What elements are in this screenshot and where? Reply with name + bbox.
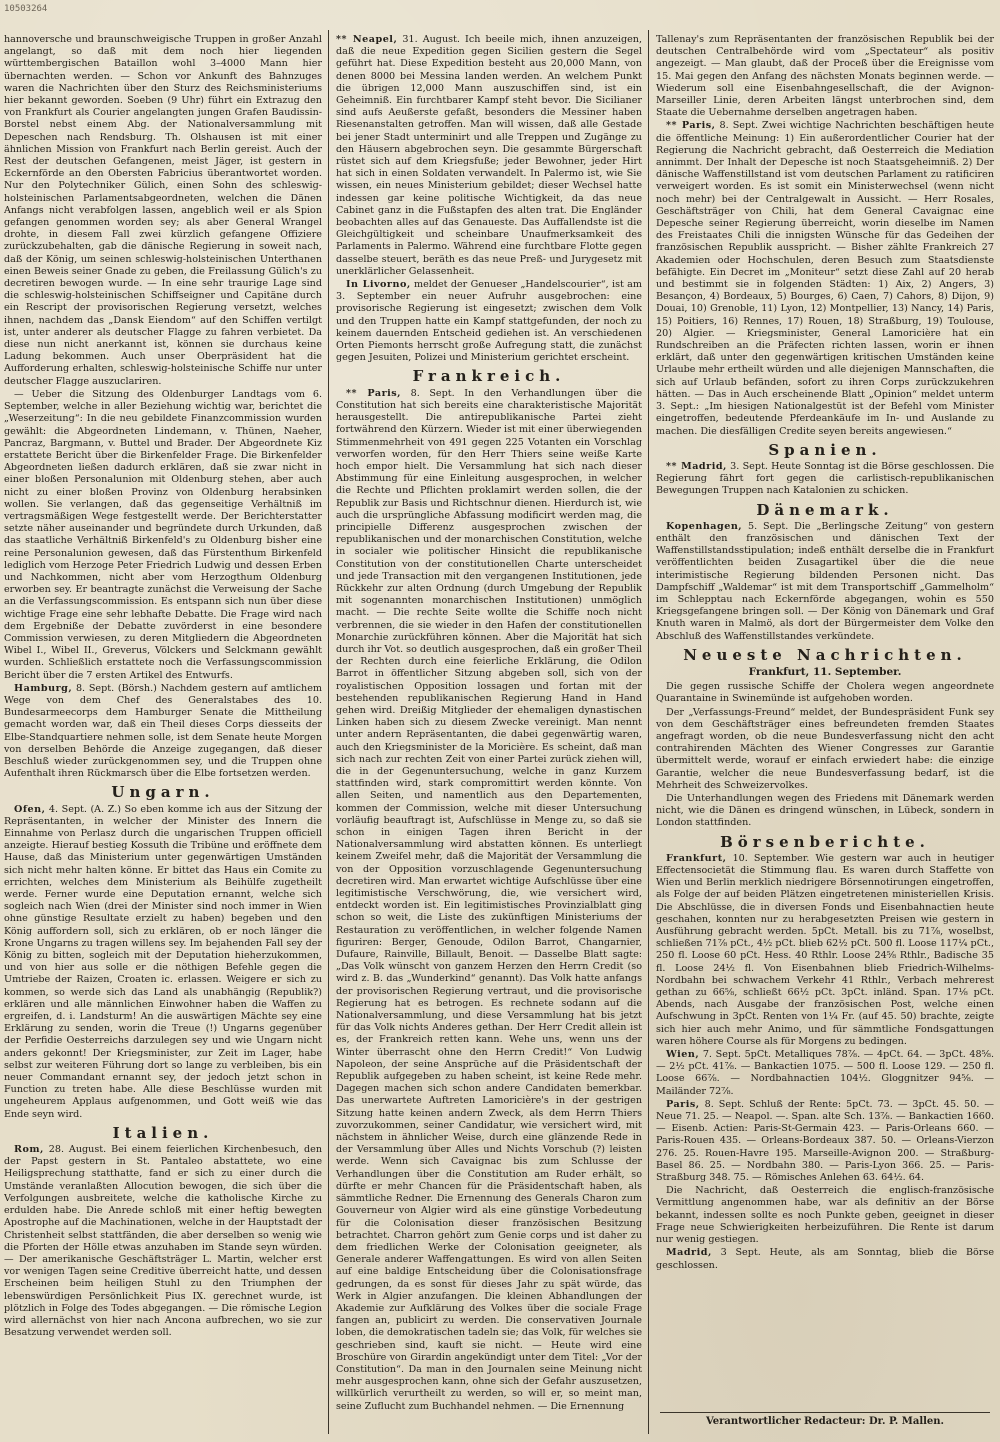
- article-text: 8. Sept. Zwei wichtige Nachrichten beschäftigen heute die öffentliche Meinung: 1) Ein außerordentlicher Courier hat der Regierung die Nachricht gebracht, daß Oesterreich die Mediation annimmt. Der Inhalt der Depesche ist noch Staatsgeheimniß. 2) Der dänische Waffenstillstand ist vom deutschen Parlament zu ratificiren verweigert worden. Es ist somit ein Ministerwechsel (wenn nicht noch mehr) bei der Centralgewalt in Aussicht. — Herr Rosales, Geschäftsträger von Chili, hat dem General Cavaignac eine Depesche seiner Regierung überreicht, worin dieselbe im Namen des Freistaates Chili die innigsten Wünsche für das Gedeihen der französischen Republik ausspricht. — Bisher zählte Frankreich 27 Akademien oder Hochschulen, deren Besuch zum Staatsdienste befähigte. Ein Decret im „Moniteur“ setzt diese Zahl auf 20 herab und bestimmt sie in folgenden Städten: 1) Aix, 2) Angers, 3) Besançon, 4) Bordeaux, 5) Bourges, 6) Caen, 7) Cahors, 8) Dijon, 9) Douai, 10) Grenoble, 11) Lyon, 12) Montpellier, 13) Nancy, 14) Paris, 15) Poitiers, 16) Rennes, 17) Rouen, 18) Straßburg, 19) Toulouse, 20) Algier. — Kriegsminister, General Lamoricière hat ein Rundschreiben an die Präfecten richten lassen, worin er ihnen erklärt, daß unter den gegenwärtigen kritischen Umständen keine Urlaube mehr ertheilt würden und alle diejenigen Mannschaften, die sich auf Urlaub befänden, sofort zu ihren Corps zurückzukehren hätten. — Das in Auch erscheinende Blatt „Opinion“ meldet unterm 3. Sept.: „Im hiesigen Nationalgestüt ist der Befehl vom Minister eingetroffen, bedeutende Pferdeankäufe im In- und Auslande zu machen. Die diesfälligen Credite seyen bereits angewiesen.“: [656, 120, 994, 437]
- article-text: meldet der Genueser „Handelscourier“, ist am 3. September ein neuer Aufruhr ausgebrochen: eine provisorische Regierung ist eingesetzt; zwischen dem Volk und den Truppen hatte ein Kampf stattgefunden, der noch zu keinem dauernden Entscheid gediehen ist. An verschiedenen Orten Piemonts herrscht große Aufregung statt, die zunächst gegen Jesuiten, Polizei und Ministerium gerichtet erscheint.: [336, 279, 642, 364]
- dateline-place: Wien,: [666, 1049, 700, 1061]
- article-paragraph: [336, 388, 642, 1413]
- article-text: 7. Sept. 5pCt. Metalliques 78⅞. — 4pCt. 64. — 3pCt. 48⅝. — 2½ pCt. 41⅞. — Bankactien 1075. — 500 fl. Loose 129. — 250 fl. Loose 66⅞. — Nordbahnactien 104½. Gloggnitzer 94⅝. — Mailänder 72⅞.: [656, 1049, 994, 1097]
- article-text: 8. Sept. (Börsh.) Nachdem gestern auf amtlichem Wege von dem Chef des Generalstabes des 10. Bundesarmeecorps dem Hamburger Senate die Mittheilung gemacht worden war, daß ein Theil dieses Corps diesseits der Elbe-Standquartiere nehmen solle, ist dem Senate heute Morgen von derselben Behörde die Anzeige zugegangen, daß dieser Beschluß wieder zurückgenommen sey, und die Truppen ohne Aufenthalt ihren Rückmarsch über die Elbe fortsetzen werden.: [4, 682, 322, 780]
- article-paragraph: — Ueber die Sitzung des Oldenburger Landtags vom 6. September, welche in aller Beziehung wichtig war, berichtet die „Weserzeitung“: In die neu gebildete Finanzcommission wurden gewählt: die Abgeordneten Lindemann, v. Thünen, Naeher, Pancraz, Bargmann, v. Buttel und Brader. Der Abgeordnete Kiz erstattete Bericht über die Birkenfelder Frage. Die Birkenfelder Abgeordneten ließen dadurch erklären, daß sie zwar nicht in einer bloßen Personalunion mit Oldenburg stehen, aber auch nicht zu einer bloßen Provinz von Oldenburg herabsinken wollen. Sie verlangen, daß das gegenseitige Verhältniß im vertragsmäßigen Wege festgestellt werde. Der Berichterstatter setzte näher auseinander und begründete durch Urkunden, daß das staatliche Verhältniß Birkenfeld's zu Oldenburg bisher eine reine Personalunion gewesen, daß das Fürstenthum Birkenfeld lediglich vom Herzoge Peter Friedrich Ludwig und dessen Erben und Nachkommen, nicht aber vom Herzogthum Oldenburg erworben sey. Er beantragte zunächst die Verweisung der Sache an die Verfassungscommission. Es entspann sich nun über diese wichtige Frage eine sehr lebhafte Debatte. Die Frage wird nach dem Ergebniße der Debatte zuvörderst in eine besondere Commission verwiesen, zu deren Mitgliedern die Abgeordneten Wibel I., Wibel II., Greverus, Völckers und Selckmann gewählt wurden. Schließlich erstattete noch die Verfassungscommission Bericht über die 7 ersten Artikel des Entwurfs.: [4, 388, 322, 681]
- article-text: 31. August. Ich beeile mich, ihnen anzuzeigen, daß die neue Expedition gegen Sicilien gestern die Segel geführt hat. Diese Expedition besteht aus 20,000 Mann, von denen 8000 bei Messina landen werden. An welchem Punkt die übrigen 12,000 Mann auszuschiffen sind, ist ein Geheimniß. Ein furchtbarer Kampf steht bevor. Die Sicilianer sind aufs Aeußerste gefaßt, besonders die Messiner haben Riesenanstalten getroffen. Man will wissen, daß alle Gestade bei jener Stadt unterminirt und alle Treppen und Zugänge zu den Häusern abgebrochen seyn. Die gesammte Bürgerschaft rüstet sich auf dem Kriegsfuße; jeder Bewohner, jeder Hirt hat sich in einen Soldaten verwandelt. In Palermo ist, wie Sie wissen, ein neues Ministerium gebildet; dieser Wechsel hatte indessen gar keine politische Wichtigkeit, da das neue Cabinet ganz in die Fußstapfen des alten trat. Die Engländer beobachten alles auf das Genaueste. Das Auffallendste ist die Gleichgültigkeit und scheinbare Unaufmerksamkeit des Parlaments in Palermo. Während eine furchtbare Flotte gegen dasselbe steuert, beräth es das neue Preß- und Jurygesetz mit unerklärlicher Gelassenheit.: [336, 34, 642, 277]
- column-rule-right: [648, 30, 649, 1434]
- dateline-place: Hamburg,: [14, 682, 73, 694]
- section-heading-daenemark: Dänemark.: [756, 500, 894, 519]
- article-text: 3. Sept. Heute Sonntag ist die Börse geschlossen. Die Regierung fährt fort gegen die carlistisch-republikanischen Bewegungen Truppen nach Katalonien zu schicken.: [656, 460, 994, 497]
- article-paragraph: [4, 1144, 322, 1339]
- article-text: 8. Sept. In den Verhandlungen über die Constitution hat sich bereits eine charakteristische Majorität herausgestellt. Die antirepublikanische Partei zieht fortwährend den Kürzern. Wieder ist mit einer überwiegenden Stimmenmehrheit von 491 gegen 225 Votanten ein Vorschlag verworfen worden, für den Herr Thiers seine weiße Karte hoch empor hielt. Die Versammlung hat sich nach dieser Abstimmung für eine Einleitung ausgesprochen, in welcher die Rechte und Pflichten proklamirt werden sollen, die der Republik zur Basis und Richtschnur dienen. Hierdurch ist, wie auch die ursprüngliche Abfassung modificirt werden mag, die principielle Differenz ausgesprochen zwischen der republikanischen und der monarchischen Constitution, welche in socialer wie politischer Hinsicht die republikanische Constitution von der constitutionellen Charte unterscheidet und jede Transaction mit den vergangenen Institutionen, jede Rückkehr zur alten Ordnung (durch Umgebung der Republik mit sogenannten monarchischen Institutionen) unmöglich macht. — Die rechte Seite wollte die Schiffe noch nicht verbrennen, die sie wieder in den Hafen der constitutionellen Monarchie zurückführen können. Aber die Majorität hat sich durch ihr Vot. so deutlich ausgesprochen, daß ein großer Theil der Rechten durch eine feierliche Erklärung, die Odilon Barrot in öffentlicher Sitzung abgeben soll, sich von der royalistischen Opposition lossagen und fortan mit der bestehenden republikanischen Regierung Hand in Hand gehen wird. Dreißig Mitglieder der ehemaligen dynastischen Linken haben sich zu diesem Zwecke vereinigt. Man nennt unter andern Repräsentanten, die dabei gegenwärtig waren, auch den Kriegsminister de la Moricière. Es scheint, daß man sich nach zur rechten Zeit von einer Partei zurück ziehen will, die in der Gegenuntersuchung, welche in ganz Kurzem stattfinden wird, stark compromittirt werden könnte. Von allen Seiten, und namentlich aus den Departementen, kommen der Commission, welche mit dieser Untersuchung vorläufig beauftragt ist, Aufschlüsse in Menge zu, so daß sie schon in einigen Tagen ihren Bericht in der Nationalversammlung wird abstatten können. Es unterliegt keinem Zweifel mehr, daß die Majorität der Versammlung die von der Opposition vorzuschlagende Gegenuntersuchung decretiren wird. Man erwartet wichtige Aufschlüsse über eine legitimistische Verschwörung, die, wie versichert wird, entdeckt worden ist. Ein legitimistisches Provinzialblatt ging schon so weit, die Liste des zukünftigen Ministeriums der Restauration zu veröffentlichen, in welcher folgende Namen figuriren: Berger, Genoude, Odilon Barrot, Changarnier, Dufaure, Rainville, Billault, Benoit. — Dasselbe Blatt sagte: „Das Volk wünscht von ganzem Herzen den Herrn Credit (so wird z. B. das „Wunderkind“ genannt). Das Volk hatte anfangs der provisorischen Regierung vertraut, und die provisorische Regierung hat es betrogen. Es rechnete sodann auf die Nationalversammlung, und diese Versammlung hat bis jetzt für das Volk nichts Anderes gethan. Der Herr Credit allein ist es, der Frankreich retten kann. Wehe uns, wenn uns der Winter überrascht ohne den Herrn Credit!“ Von Ludwig Napoleon, der seine Ansprüche auf die Präsidentschaft der Republik aufgegeben zu haben scheint, ist keine Rede mehr. Dagegen machen sich schon andere Candidaten bemerkbar. Das unerwartete Auftreten Lamoricière's in der gestrigen Sitzung hatte keinen andern Zweck, als dem Herrn Thiers zuvorzukommen, seiner Candidatur, wie versichert wird, mit nächstem in ähnlicher Weise, durch eine glänzende Rede in der Versammlung über Alles und Nichts Vorschub (?) leisten werde. Wenn sich Cavaignac bis zum Schlusse der Verhandlungen über die Constitution am Ruder erhält, so dürfte er mehr Chancen für die Präsidentschaft haben, als sämmtliche Redner. Die Ernennung des Generals Charon zum Gouverneur von Algier wird als eine günstige Vorbedeutung für die Colonisation dieser französischen Besitzung betrachtet. Charron gehört zum Genie corps und ist daher zu dem friedlichen Werke der Colonisation geeigneter, als Generale anderer Waffengattungen. Es wird von allen Seiten auf eine baldige Entscheidung über die Colonisationsfrage gedrungen, da es sonst für dieses Jahr zu spät würde, das Werk in Algier anzufangen. Die kleinen Abhandlungen der Akademie zur Aufklärung des Volkes über die sociale Frage fangen an, publicirt zu werden. Die conservativen Journale loben, die demokratischen tadeln sie; das Volk, für welches sie geschrieben sind, kauft sie nicht. — Heute wird eine Broschüre von Girardin angekündigt unter dem Titel: „Vor der Constitution“. Da man in den Journalen seine Meinung nicht mehr ausgesprochen kann, ohne sich der Gefahr auszusetzen, willkürlich verurtheilt zu werden, so will er, so meint man, seine Zuflucht zum Buchhandel nehmen. — Die Ernennung: [336, 387, 642, 1412]
- dateline-place: Ofen,: [14, 803, 46, 815]
- article-paragraph: [336, 279, 642, 364]
- article-text: 3 Sept. Heute, als am Sonntag, blieb die Börse geschlossen.: [656, 1247, 994, 1271]
- article-paragraph: [336, 34, 642, 278]
- article-text: 10. September. Wie gestern war auch in heutiger Effectensocietät die Stimmung flau. Es waren durch Staffette von Wien und Berlin merklich niedrigere Börsennotirungen eingetroffen, als Folge der auf beiden Plätzen eingetretenen ministeriellen Krisis. Die Abschlüsse, die in diversen Fonds und Eisenbahnactien heute geschahen, konnten nur zu herabgesetzten Preisen wie gestern in Ausführung gebracht werden. 5pCt. Metall. bis zu 71⅞, woselbst, schließen 71⅞ pCt., 4½ pCt. blieb 62½ pCt. 500 fl. Loose 117¼ pCt., 250 fl. Loose 60 pCt. Hess. 40 Rthlr. Loose 24⅝ Rthlr., Badische 35 fl. Loose 24½ fl. Von Eisenbahnen blieb Friedrich-Wilhelms-Nordbahn bei schwachem Verkehr 41 Rthlr., Verbach mehrerest gethan zu 66⅝, schließt 66½ pCt. 3pCt. inländ. Span. 17⅛ pCt. Abends, nach Ausgabe der französischen Post, welche einen Aufschwung in 3pCt. Renten von 1¼ Fr. (auf 45. 50) brachte, zeigte sich hier auch mehr Animo, und für sämmtliche Fondsgattungen waren höhere Course als für Morgens zu bedingen.: [656, 852, 994, 1047]
- editor-credit: Verantwortlicher Redacteur: Dr. P. Mallen.: [660, 1412, 990, 1427]
- dateline-place: Rom,: [14, 1144, 44, 1156]
- section-heading-italien: Italien.: [112, 1123, 214, 1142]
- column-rule-left: [328, 30, 329, 1434]
- article-text: 5. Sept. Die „Berlingsche Zeitung“ von gestern enthält den französischen und dänischen Text der Waffenstillstandsstipulation; indeß enthält derselbe die in Frankfurt veröffentlichten beiden Zusagartikel über die die neue interimistische Regierung bildenden Personen nicht. Das Dampfschiff „Waldemar“ ist mit dem Transportschiff „Gammelholm“ im Schlepptau nach Eckernförde abgegangen, wohin es 550 Kriegsgefangene bringen soll. — Der König von Dänemark und Graf Knuth waren in Malmö, als dort der Bürgermeister dem Volke den Abschluß des Waffenstillstandes verkündete.: [656, 520, 994, 642]
- dateline-place: Paris,: [666, 1098, 700, 1110]
- article-paragraph: [656, 1099, 994, 1184]
- article-paragraph: Der „Verfassungs-Freund“ meldet, der Bundespräsident Funk sey von dem Geschäftsträger eines befreundeten fremden Staates angefragt worden, ob die neue Bundesverfassung nicht den acht contrahirenden Mächten des Wiener Congresses zur Garantie übermittelt werde, worauf er einfach erwiedert habe: die einzige Garantie, welcher die neue Bundesverfassung bedarf, ist die Mehrheit des Schweizervolkes.: [656, 706, 994, 791]
- dateline-place: Madrid,: [666, 1247, 712, 1259]
- dateline-place: ** Paris,: [346, 387, 402, 399]
- article-paragraph: [656, 120, 994, 437]
- article-paragraph: Die gegen russische Schiffe der Cholera wegen angeordnete Quarantaine in Swinemünde ist aufgehoben worden.: [656, 681, 994, 705]
- article-paragraph: Die Nachricht, daß Oesterreich die englisch-französische Vermittlung angenommen habe, war als definitiv an der Börse bekannt, indessen sollte es noch Punkte geben, geeignet in dieser Frage neue Schwierigkeiten herbeizuführen. Die Rente ist darum nur wenig gestiegen.: [656, 1185, 994, 1246]
- article-paragraph: [4, 683, 322, 781]
- dateline-place: Kopenhagen,: [666, 520, 743, 532]
- dateline-place: ** Paris,: [666, 120, 716, 132]
- article-paragraph: Die Unterhandlungen wegen des Friedens mit Dänemark werden nicht, wie die Dänen es dringend wünschen, in Lübeck, sondern in London stattfinden.: [656, 792, 994, 829]
- article-paragraph: [656, 1247, 994, 1271]
- article-text: 4. Sept. (A. Z.) So eben komme ich aus der Sitzung der Repräsentanten, in welcher der Minister des Innern die Einnahme von Perlasz durch die ungarischen Truppen officiell anzeigte. Hierauf bestieg Kossuth die Tribüne und eröffnete dem Hause, daß das Ministerium unter gegenwärtigen Umständen sich nicht mehr halten könne. Er bittet das Haus ein Comite zu errichten, welches dem Ministerium als Beihülfe zugetheilt werde. Ferner wurde eine Deputation ernannt, welche sich sogleich nach Wien (drei der Minister sind noch immer in Wien ohne günstige Resultate erzielt zu haben) begeben und den König auffordern soll, sich zu erklären, ob er noch länger die Krone Ungarns zu tragen willens sey. Im bejahenden Fall sey der König zu bitten, sogleich mit der Deputation hieherzukommen, und von hier aus solle er die nöthigen Befehle gegen die Umtriebe der Raizen, Croaten ic. erlassen. Weigere er sich zu kommen, so werde sich das Land als unabhängig (Republik?) erklären und alle männlichen Einwohner haben die Waffen zu ergreifen, d. i. Landsturm! An die auswärtigen Mächte sey eine Erklärung zu senden, worin die Treue (!) Ungarns gegenüber der Perfidie Oesterreichs darzulegen sey und wie Ungarn nicht anders gekonnt! Der Kriegsminister, zur Zeit im Lager, habe selbst zur weiteren Führung dort so lange zu verbleiben, bis ein neuer Commandant ernannt sey, der jedoch jetzt schon in Function zu treten habe. Alle diese Beschlüsse wurden mit ungeheurem Applaus aufgenommen, und Gott weiß wie das Ende seyn wird.: [4, 803, 322, 1120]
- dateline-place: Frankfurt,: [666, 852, 727, 864]
- article-paragraph: hannoversche und braunschweigische Truppen in großer Anzahl angelangt, so daß mit dem noch hier liegenden württembergischen Bataillon wohl 3–4000 Mann hier übernachten werden. — Schon vor Ankunft des Bahnzuges waren die Nachrichten über den Sturz des Reichsministeriums hier bekannt geworden. Soeben (9 Uhr) führt ein Extrazug den von Frankfurt als Courier angelangten jungen Grafen Baudissin-Borstel nebst einem Abg. der Nationalversammlung mit Depeschen nach Rendsburg. Th. Olshausen ist mit einer ähnlichen Mission von Frankfurt nach Berlin gereist. Auch der Rest der deutschen Gefangenen, meist Jäger, ist gestern in Eckernförde an den Obersten Fabricius überantwortet worden. Nur den Polytechniker Gülich, einen Sohn des schleswig-holsteinischen Parlamentsabgeordneten, welchen die Dänen Anfangs nicht verabfolgen lassen, angeblich weil er als Spion gefangen genommen worden sey; als aber General Wrangel drohte, in diesem Fall zwei kürzlich gefangene Offiziere zurückzubehalten, gab die dänische Regierung in soweit nach, daß der König, um seinen schleswig-holsteinischen Unterthanen einen Beweis seiner Gnade zu geben, die Freilassung Gülich's zu decretiren bewogen wurde. — In eine sehr traurige Lage sind die schleswig-holsteinischen Schiffseigner und Capitäne durch ein Rescript der provisorischen Regierung versetzt, welches ihnen, nachdem das „Dansk Eiendom“ auf den Schiffen vertilgt ist, unter anderer als deutscher Flagge zu fahren verbietet. Da diese nun nicht anerkannt ist, können sie durchaus keine Ladung bekommen. Auch unser Oberpräsident hat die Aufforderung erhalten, schleswig-holsteinische Schiffe nur unter deutscher Flagge auszuclariren.: [4, 34, 322, 387]
- column-1: [4, 34, 322, 1434]
- section-heading-boersenberichte: Börsenberichte.: [720, 832, 930, 851]
- dateline-place: ** Madrid,: [666, 460, 727, 472]
- subheading-frankfurt: Frankfurt, 11. September.: [748, 665, 902, 678]
- column-3: [656, 34, 994, 1434]
- section-heading-spanien: Spanien.: [768, 440, 882, 459]
- section-heading-frankreich: Frankreich.: [412, 367, 566, 386]
- reference-number: 10503264: [4, 4, 48, 14]
- article-paragraph: Tallenay's zum Repräsentanten der französischen Republik bei der deutschen Centralbehörde wird vom „Spectateur“ als positiv angezeigt. — Man glaubt, daß der Proceß über die Ereignisse vom 15. Mai gegen den Anfang des nächsten Monats beginnen werde. — Wiederum soll eine Eisenbahngesellschaft, die der Avignon-Marseiller Linie, deren Arbeiten längst unterbrochen sind, dem Staate die Uebernahme derselben angetragen haben.: [656, 34, 994, 119]
- article-paragraph: [656, 521, 994, 643]
- dateline-place: In Livorno,: [346, 279, 411, 291]
- article-paragraph: [656, 1049, 994, 1098]
- article-text: 28. August. Bei einem feierlichen Kirchenbesuch, den der Papst gestern in St. Pantaleo abstattete, wo eine Heiligsprechung statthatte, fand er sich zu einer durch die Umstände veranlaßten Allocution bewogen, die sich über die Verfolgungen ausbreitete, welche die katholische Kirche zu erdulden habe. Die Anrede schloß mit einer heftig bewegten Apostrophe auf die Machinationen, welche in der Hauptstadt der Christenheit selbst stattfänden, die aber derselben so wenig wie die Pforten der Hölle etwas anzuhaben im Stande seyn würden. — Der amerikanische Geschäftsträger L. Martin, welcher erst vor wenigen Tagen seine Creditive überreicht hatte, und dessen Erscheinen beim heiligen Stuhl zu den Triumphen der lebenswürdigen Persönlichkeit Pius IX. gerechnet wurde, ist plötzlich in Folge des Todes abgegangen. — Die römische Legion wird allernächst von hier nach Ancona aufbrechen, wo sie zur Besatzung verwendet werden soll.: [4, 1144, 322, 1339]
- article-text: 8. Sept. Schluß der Rente: 5pCt. 73. — 3pCt. 45. 50. — Neue 71. 25. — Neapol. —. Span. alte Sch. 13⅞. — Bankactien 1660. — Eisenb. Actien: Paris-St-Germain 423. — Paris-Orleans 660. — Paris-Rouen 435. — Orleans-Bordeaux 387. 50. — Orleans-Vierzon 276. 25. Rouen-Havre 195. Marseille-Avignon 200. — Straßburg-Basel 86. 25. — Nordbahn 380. — Paris-Lyon 366. 25. — Paris-Straßburg 348. 75. — Römisches Anlehen 63. 64½. 64.: [656, 1098, 994, 1184]
- section-heading-ungarn: Ungarn.: [111, 783, 215, 802]
- column-2: [336, 34, 642, 1434]
- article-paragraph: [4, 804, 322, 1121]
- dateline-place: ** Neapel,: [336, 34, 398, 45]
- article-paragraph: [656, 461, 994, 498]
- article-paragraph: [656, 853, 994, 1048]
- section-heading-neueste-nachrichten: Neueste Nachrichten.: [683, 645, 967, 664]
